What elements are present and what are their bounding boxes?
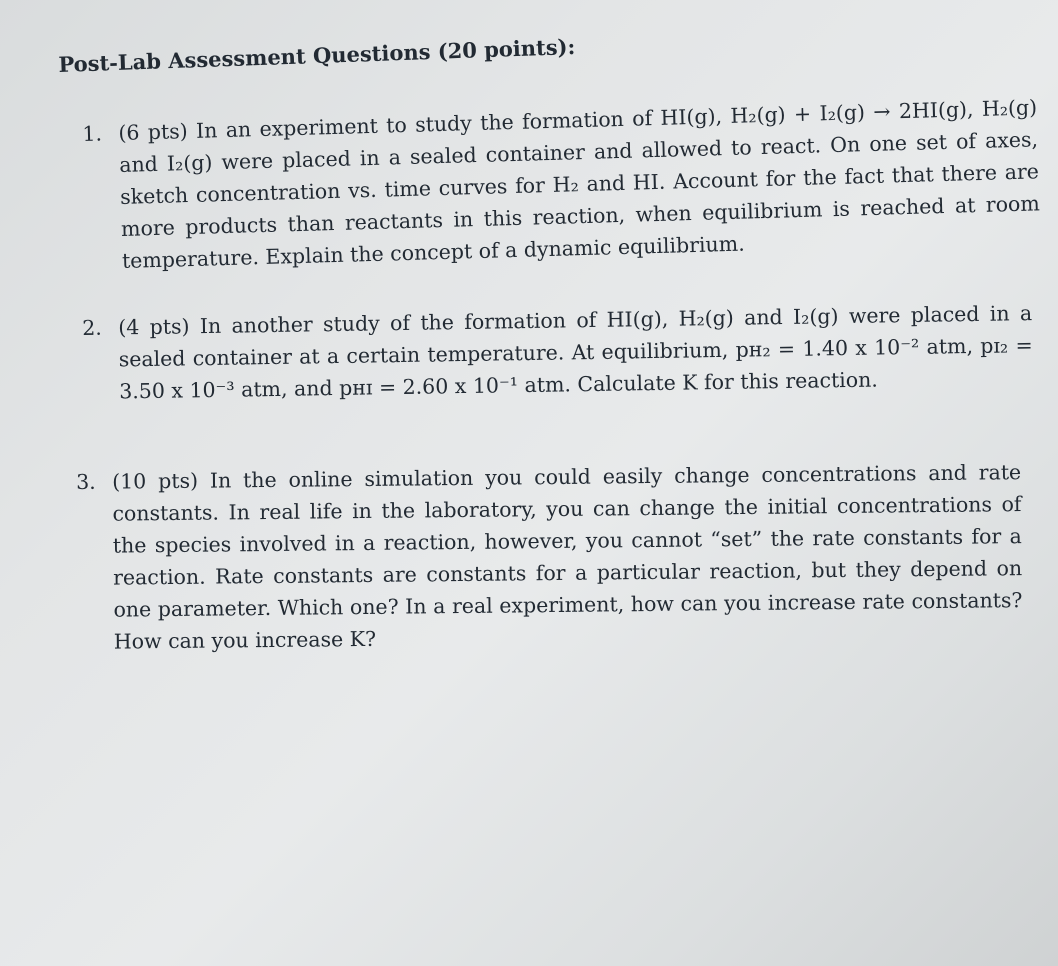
question-number: 1. — [82, 121, 103, 146]
question-text: (6 pts) In an experiment to study the formation of HI(g), H₂(g) + I₂(g) → 2HI(g), H₂(g) and I₂(g) were placed in a sealed container and allowed to react. On one set of axes, sketch concentration vs. time curves for H₂ and HI. Account for the fact that there are more products than reactants in this reaction, when equilibrium is reached at room temperature. Explain the concept of a dynamic equilibrium. — [118, 95, 1041, 273]
question-text: (10 pts) In the online simulation you could easily change concentrations and rate constants. In real life in the laboratory, you can change the initial concentrations of the species involved in a reaction, however, you cannot “set” the rate constants for a reaction. Rate constants are constants for a particular reaction, but they depend on one parameter. Which one? In a real experiment, how can you increase rate constants? How can you increase K? — [112, 460, 1023, 654]
question-number: 2. — [82, 315, 102, 340]
question-2 — [82, 297, 1033, 408]
question-1 — [82, 91, 1041, 278]
question-3 — [76, 456, 1023, 658]
question-number: 3. — [76, 469, 96, 494]
question-text: (4 pts) In another study of the formation of HI(g), H₂(g) and I₂(g) were placed in a sealed container at a certain temperature. At equilibrium, pʜ₂ = 1.40 x 10⁻² atm, pɪ₂ = 3.50 x 10⁻³ atm, and pʜɪ = 2.60 x 10⁻¹ atm. Calculate K for this reaction. — [118, 301, 1033, 404]
page-title: Post-Lab Assessment Questions (20 points): — [58, 33, 576, 77]
